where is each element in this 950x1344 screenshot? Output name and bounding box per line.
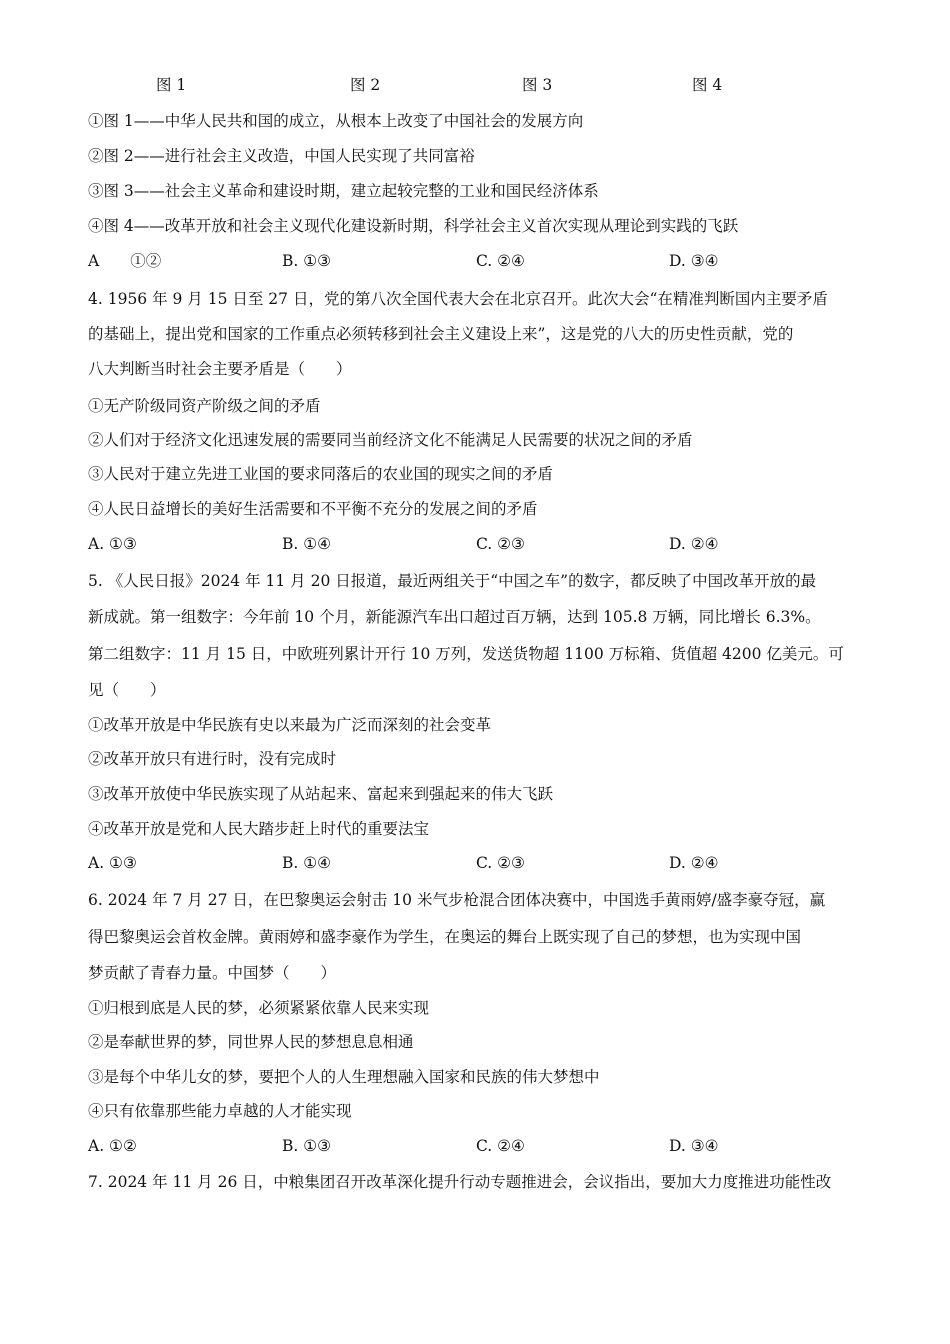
figure-caption-4: 图 4 xyxy=(692,76,723,94)
q4-option-c[interactable]: C. ②③ xyxy=(476,535,525,553)
q6-statement-2: ②是奉献世界的梦，同世界人民的梦想息息相通 xyxy=(88,1033,414,1051)
q3-statement-1: ①图 1——中华人民共和国的成立，从根本上改变了中国社会的发展方向 xyxy=(88,112,584,130)
q4-statement-2: ②人们对于经济文化迅速发展的需要同当前经济文化不能满足人民需要的状况之间的矛盾 xyxy=(88,431,693,449)
q4-statement-4: ④人民日益增长的美好生活需要和不平衡不充分的发展之间的矛盾 xyxy=(88,500,538,518)
q6-stem-line-1: 6. 2024 年 7 月 27 日，在巴黎奥运会射击 10 米气步枪混合团体决赛中，中国选手黄雨婷/盛李豪夺冠，赢 xyxy=(88,891,826,909)
q7-stem-line-1: 7. 2024 年 11 月 26 日，中粮集团召开改革深化提升行动专题推进会，会议指出，要加大力度推进功能性改 xyxy=(88,1173,832,1191)
q3-statement-4: ④图 4——改革开放和社会主义现代化建设新时期，科学社会主义首次实现从理论到实践的飞跃 xyxy=(88,217,739,235)
q6-statement-4: ④只有依靠那些能力卓越的人才能实现 xyxy=(88,1102,352,1120)
figure-caption-2: 图 2 xyxy=(350,76,381,94)
q5-statement-2: ②改革开放只有进行时，没有完成时 xyxy=(88,750,337,768)
q4-stem-line-1: 4. 1956 年 9 月 15 日至 27 日，党的第八次全国代表大会在北京召开。此次大会“在精准判断国内主要矛盾 xyxy=(88,290,828,308)
q5-option-b[interactable]: B. ①④ xyxy=(282,854,332,872)
q6-option-b[interactable]: B. ①③ xyxy=(282,1137,332,1155)
q3-statement-2: ②图 2——进行社会主义改造，中国人民实现了共同富裕 xyxy=(88,147,475,165)
q3-option-c[interactable]: C. ②④ xyxy=(476,252,525,270)
q5-statement-3: ③改革开放使中华民族实现了从站起来、富起来到强起来的伟大飞跃 xyxy=(88,785,554,803)
q6-statement-1: ①归根到底是人民的梦，必须紧紧依靠人民来实现 xyxy=(88,999,430,1017)
q3-option-a[interactable]: A ①② xyxy=(88,252,162,270)
q5-option-c[interactable]: C. ②③ xyxy=(476,854,525,872)
q6-option-c[interactable]: C. ②④ xyxy=(476,1137,525,1155)
figure-caption-1: 图 1 xyxy=(156,76,187,94)
q3-option-d[interactable]: D. ③④ xyxy=(669,252,719,270)
q5-stem-line-2: 新成就。第一组数字：今年前 10 个月，新能源汽车出口超过百万辆，达到 105.8 万辆，同比增长 6.3%。 xyxy=(88,608,821,626)
q4-stem-line-3: 八大判断当时社会主要矛盾是（ ） xyxy=(88,360,352,378)
q3-statement-3: ③图 3——社会主义革命和建设时期，建立起较完整的工业和国民经济体系 xyxy=(88,182,599,200)
q5-option-a[interactable]: A. ①③ xyxy=(88,854,137,872)
q4-statement-3: ③人民对于建立先进工业国的要求同落后的农业国的现实之间的矛盾 xyxy=(88,465,554,483)
q5-statement-4: ④改革开放是党和人民大踏步赶上时代的重要法宝 xyxy=(88,820,430,838)
q6-statement-3: ③是每个中华儿女的梦，要把个人的人生理想融入国家和民族的伟大梦想中 xyxy=(88,1068,600,1086)
q6-option-d[interactable]: D. ③④ xyxy=(669,1137,719,1155)
q4-option-d[interactable]: D. ②④ xyxy=(669,535,719,553)
q5-statement-1: ①改革开放是中华民族有史以来最为广泛而深刻的社会变革 xyxy=(88,716,492,734)
q6-option-a[interactable]: A. ①② xyxy=(88,1137,137,1155)
q5-option-d[interactable]: D. ②④ xyxy=(669,854,719,872)
q5-stem-line-1: 5. 《人民日报》2024 年 11 月 20 日报道，最近两组关于“中国之车”的数字，都反映了中国改革开放的最 xyxy=(88,572,817,590)
q6-stem-line-3: 梦贡献了青春力量。中国梦（ ） xyxy=(88,964,337,982)
q5-stem-line-3: 第二组数字：11 月 15 日，中欧班列累计开行 10 万列，发送货物超 1100 万标箱、货值超 4200 亿美元。可 xyxy=(88,645,844,663)
q5-stem-line-4: 见（ ） xyxy=(88,681,166,699)
q4-option-a[interactable]: A. ①③ xyxy=(88,535,137,553)
q3-option-b[interactable]: B. ①③ xyxy=(282,252,332,270)
q4-option-b[interactable]: B. ①④ xyxy=(282,535,332,553)
q4-stem-line-2: 的基础上，提出党和国家的工作重点必须转移到社会主义建设上来”，这是党的八大的历史性贡献，党的 xyxy=(88,325,794,343)
q4-statement-1: ①无产阶级同资产阶级之间的矛盾 xyxy=(88,397,321,415)
q6-stem-line-2: 得巴黎奥运会首枚金牌。黄雨婷和盛李豪作为学生，在奥运的舞台上既实现了自己的梦想，也为实现中国 xyxy=(88,928,802,946)
figure-caption-3: 图 3 xyxy=(522,76,553,94)
